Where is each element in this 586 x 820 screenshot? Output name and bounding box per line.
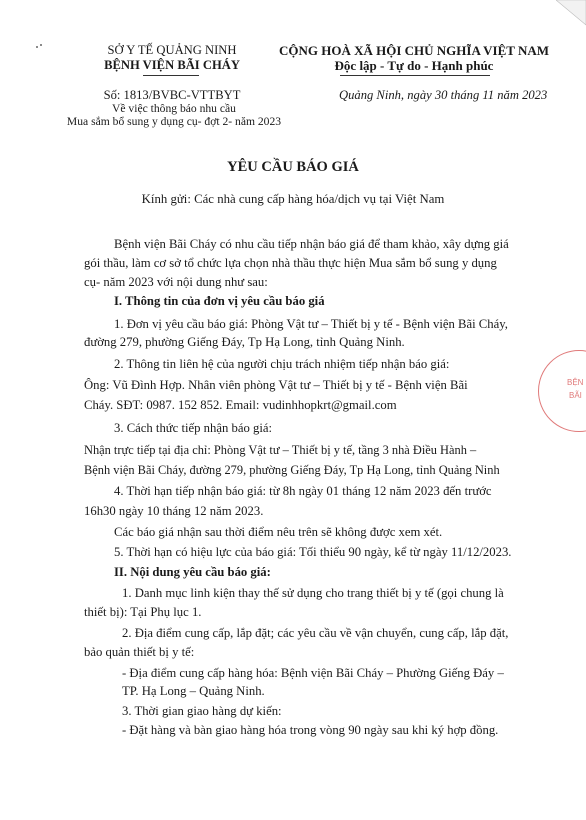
body-line: cụ- năm 2023 với nội dung như sau: bbox=[84, 275, 268, 289]
body-line: thiết bị): Tại Phụ lục 1. bbox=[84, 605, 202, 619]
national-title: CỘNG HOÀ XÃ HỘI CHỦ NGHĨA VIỆT NAM bbox=[278, 43, 550, 58]
body-line: 2. Thông tin liên hệ của người chịu trách nhiệm tiếp nhận báo giá: bbox=[114, 357, 450, 371]
scan-mark bbox=[40, 44, 42, 46]
body-line: 5. Thời hạn có hiệu lực của báo giá: Tối thiểu 90 ngày, kể từ ngày 11/12/2023. bbox=[114, 545, 512, 559]
body-line: Bệnh viện Bãi Cháy có nhu cầu tiếp nhận báo giá để tham khảo, xây dựng giá bbox=[114, 237, 509, 251]
body-line: gói thầu, làm cơ sở tổ chức lựa chọn nhà thầu thực hiện Mua sắm bổ sung y dụng bbox=[84, 256, 497, 270]
body-line: TP. Hạ Long – Quảng Ninh. bbox=[122, 684, 265, 698]
body-line: 16h30 ngày 10 tháng 12 năm 2023. bbox=[84, 504, 264, 518]
hospital-name: BỆNH VIỆN BÃI CHÁY bbox=[104, 58, 240, 72]
section-heading: I. Thông tin của đơn vị yêu cầu báo giá bbox=[114, 294, 325, 308]
folded-corner bbox=[556, 0, 586, 30]
body-line: 3. Thời gian giao hàng dự kiến: bbox=[122, 704, 282, 718]
hospital-underline bbox=[143, 75, 199, 76]
document-date: Quảng Ninh, ngày 30 tháng 11 năm 2023 bbox=[339, 88, 548, 102]
motto-underline bbox=[340, 75, 490, 76]
body-line: 4. Thời hạn tiếp nhận báo giá: từ 8h ngày 01 tháng 12 năm 2023 đến trước bbox=[114, 484, 492, 498]
body-line: 2. Địa điểm cung cấp, lắp đặt; các yêu cầu về vận chuyển, cung cấp, lắp đặt, bbox=[122, 626, 509, 640]
recipient-line: Kính gửi: Các nhà cung cấp hàng hóa/dịch vụ tại Việt Nam bbox=[141, 192, 445, 206]
section-heading: II. Nội dung yêu cầu báo giá: bbox=[114, 565, 271, 579]
body-line: Cháy. SĐT: 0987. 152 852. Email: vudinhhopkrt@gmail.com bbox=[84, 398, 397, 412]
body-line: 1. Đơn vị yêu cầu báo giá: Phòng Vật tư – Thiết bị y tế - Bệnh viện Bãi Cháy, bbox=[114, 317, 508, 331]
body-line: Nhận trực tiếp tại địa chỉ: Phòng Vật tư – Thiết bị y tế, tầng 3 nhà Điều Hành – bbox=[84, 443, 477, 457]
document-number: Số: 1813/BVBC-VTTBYT bbox=[103, 88, 241, 102]
subject-line-2: Mua sắm bổ sung y dụng cụ- đợt 2- năm 2023 bbox=[66, 115, 282, 128]
body-line: 3. Cách thức tiếp nhận báo giá: bbox=[114, 421, 273, 435]
body-line: bảo quản thiết bị y tế: bbox=[84, 645, 195, 659]
body-line: Các báo giá nhận sau thời điểm nêu trên sẽ không được xem xét. bbox=[114, 525, 443, 539]
body-line: Bệnh viện Bãi Cháy, đường 279, phường Giếng Đáy, Tp Hạ Long, tỉnh Quảng Ninh bbox=[84, 463, 500, 477]
body-line: 1. Danh mục linh kiện thay thế sử dụng cho trang thiết bị y tế (gọi chung là bbox=[122, 586, 504, 600]
body-line: - Địa điểm cung cấp hàng hóa: Bệnh viện Bãi Cháy – Phường Giếng Đáy – bbox=[122, 666, 504, 680]
body-line: đường 279, phường Giếng Đáy, Tp Hạ Long, tỉnh Quảng Ninh. bbox=[84, 335, 405, 349]
body-line: - Đặt hàng và bàn giao hàng hóa trong vòng 90 ngày sau khi ký hợp đồng. bbox=[122, 723, 499, 737]
stamp-text-2: BÃI bbox=[569, 391, 582, 400]
scan-mark bbox=[36, 46, 38, 48]
national-motto: Độc lập - Tự do - Hạnh phúc bbox=[334, 58, 494, 73]
agency-name: SỞ Y TẾ QUẢNG NINH bbox=[107, 43, 237, 57]
document-title: YÊU CẦU BÁO GIÁ bbox=[227, 159, 359, 175]
body-line: Ông: Vũ Đình Hợp. Nhân viên phòng Vật tư – Thiết bị y tế - Bệnh viện Bãi bbox=[84, 378, 468, 392]
subject-line-1: Về việc thông báo nhu cầu bbox=[112, 102, 236, 115]
stamp-text-1: BỆN bbox=[567, 378, 584, 387]
